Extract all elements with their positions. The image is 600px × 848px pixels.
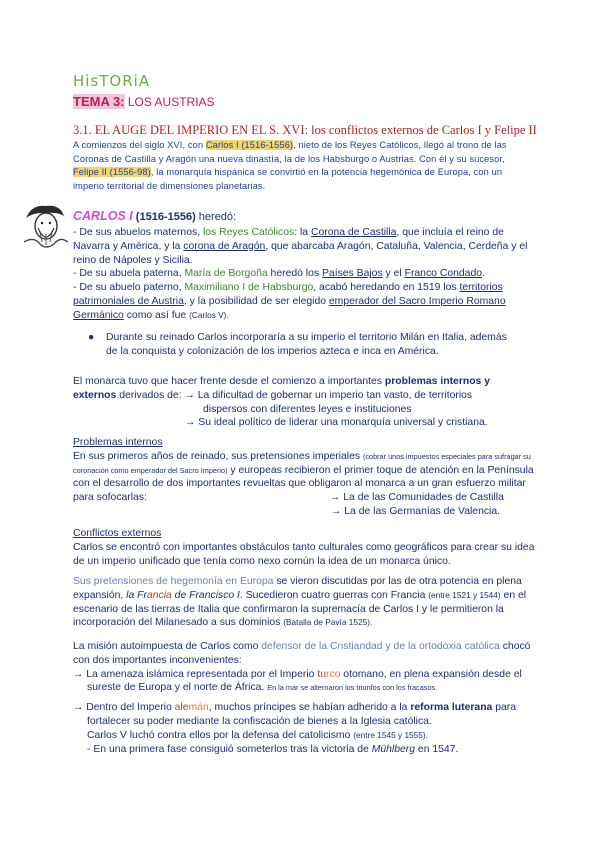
carlos-portrait-icon (20, 198, 70, 250)
reign-bullet: ● Durante su reinado Carlos incorporaría a su imperio el territorio Milán en Italia, además de la conquista y colonización de los imperios azteca e inca en América. (88, 332, 507, 357)
revuelta-comunidades: → La de las Comunidades de Castilla (330, 492, 504, 503)
topic-name: LOS AUSTRIAS (124, 95, 215, 109)
intro-paragraph: A comienzos del siglo XVI, con Carlos I (1516-1556), nieto de los Reyes Católicos, llegó al trono de las Coronas de Castilla y Aragón una nueva dinastía, la de los Habsburgo o Austrias. Con él y su sucesor, Felipe II (1556-98), la monarquía hispánica se convirtió en la potencia hegemónica de Europa, con un imperio territorial de dimensiones planetarias. (73, 140, 507, 191)
monarca-paragraph: El monarca tuvo que hacer frente desde el comienzo a importantes problemas internos y externos derivados de: → La dificultad de gobernar un imperio tan vasto, de territorios dispersos con diferentes leyes e instituciones → Su ideal político de liderar una monarquía universal y cristiana. (73, 376, 490, 429)
section-title: 3.1. EL AUGE DEL IMPERIO EN EL S. XVI: los conflictos externos de Carlos I y Felipe II (73, 123, 537, 137)
bullet-dot-icon: ● (88, 332, 95, 343)
mision-paragraph: La misión autoimpuesta de Carlos como defensor de la Cristiandad y de la ortodoxia católica chocó con dos importantes inconvenientes: → La amenaza islámica representada por el Imperio turco otomano, en plena expansión desde el sureste de Europa y el norte de África. En la mar se alternaron los triunfos con los fracasos. → Dentro del Imperio alemán, muchos príncipes se habían adherido a la reforma luterana para fortalecer su poder mediante la confiscación de bienes a la Iglesia católica. Carlos V luchó contra ellos por la defensa del catolicismo (entre 1545 y 1555). - En una primera fase consiguió someterlos tras la victoria de Mühlberg en 1547. (73, 640, 543, 756)
topic-heading (73, 94, 215, 109)
problemas-heading: Problemas internos (73, 437, 163, 448)
felipe-highlight: Felipe II (1556-98) (73, 167, 151, 177)
amenaza-islamica: → La amenaza islámica representada por el Imperio turco otomano, en plena expansión desde el sureste de Europa y el norte de África. En la mar se alternaron los triunfos con los fracasos. (73, 668, 522, 694)
carlos-name: CARLOS I (73, 209, 133, 223)
carlos-highlight: Carlos I (1516-1556) (205, 140, 294, 150)
conflictos-externos-section: Conflictos externos Carlos se encontró con importantes obstáculos tanto culturales como geográficos para crear su idea de un imperio unificado que tenía como nexo común la idea de un monarca único. (73, 527, 543, 568)
carlos-heading: CARLOS I (1516-1556) heredó: (73, 209, 237, 223)
inheritance-line-2: - De su abuela paterna, María de Borgoña heredó los Países Bajos y el Franco Condado. (73, 268, 485, 280)
inheritance-paragraph (73, 226, 533, 323)
topic-label: TEMA 3: (73, 94, 125, 109)
reforma-luterana: → Dentro del Imperio alemán, muchos príncipes se habían adherido a la reforma luterana para fortalecer su poder mediante la confiscación de bienes a la Iglesia católica. (73, 702, 517, 727)
brand-title: HisTORiA (73, 72, 151, 90)
pretensiones-paragraph: Sus pretensiones de hegemonía en Europa se vieron discutidas por las de otra potencia en plena expansión, la Francia de Francisco I. Sucedieron cuatro guerras con Francia (entre 1521 y 1544) en el escenario de las tierras de Italia que confirmaron la supremacía de Carlos I y le permitieron la incorporación del Milanesado a sus dominios (Batalla de Pavía 1525). (73, 576, 527, 629)
inheritance-line-1: - De sus abuelos maternos, los Reyes Católicos: la Corona de Castilla, que incluía el reino de Navarra y América, y la corona de Aragón, que abarcaba Aragón, Cataluña, Valencia, Cerdeña y el reino de Nápoles y Sicilia. (73, 227, 528, 266)
problemas-internos-section: Problemas internos En sus primeros años de reinado, sus pretensiones imperiales (cobrar unos impuestos especiales para sufragar su coronación como emperador del Sacro Imperio) y europeas recibieron el primer toque de atención en la Península con el desarrollo de dos importantes revueltas que obligaron al monarca a un gran esfuerzo militar para sofocarlas: → La de las Germanías de Valencia. (73, 436, 543, 519)
inheritance-line-3: - De su abuelo paterno, Maximiliano I de Habsburgo, acabó heredando en 1519 los territorios patrimoniales de Austria, y la posibilidad de ser elegido emperador del Sacro Imperio Romano Germánico como así fue (Carlos V). (73, 282, 506, 321)
conflictos-heading: Conflictos externos (73, 528, 162, 539)
